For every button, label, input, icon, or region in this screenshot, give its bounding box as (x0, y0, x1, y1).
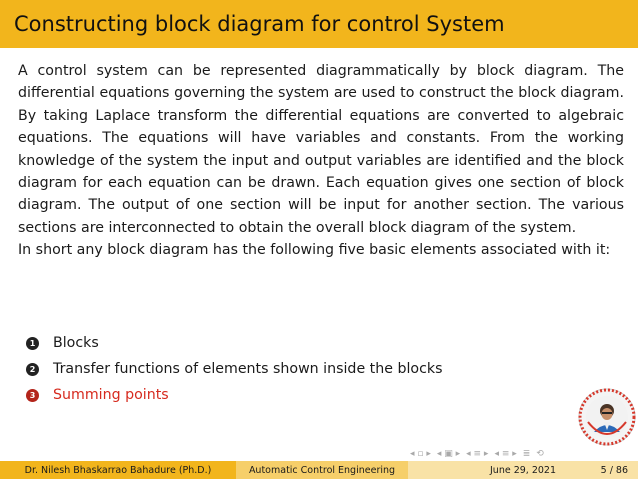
footer-author-section (0, 461, 236, 479)
list-number-badge: 1 (26, 337, 39, 350)
footer-author: Dr. Nilesh Bhaskarrao Bahadure (Ph.D.) (24, 464, 212, 476)
footer-page-number: 5 / 86 (600, 464, 628, 476)
body-paragraph-1: A control system can be represented diagrammatically by block diagram. The differential equations governing the system are used to construct the block diagram. By taking Laplace transform the differential equations are converted to algebraic equations. The equations will have variables and constants. From the working knowledge of the system the input and output variables are identified and the block diagram for each equation can be drawn. Each equation gives one section of block diagram. The output of one section will be input for another section. The various sections are interconnected to obtain the overall block diagram of the system. (18, 63, 624, 236)
institute-seal-icon (578, 388, 636, 446)
list-item-current (26, 382, 443, 408)
nav-search-icon[interactable]: ⟲ (536, 449, 544, 459)
list-item-text: Transfer functions of elements shown inside the blocks (53, 361, 443, 377)
list-number-badge: 3 (26, 389, 39, 402)
nav-frame-icon[interactable]: ◂ ▫ ▸ (410, 449, 431, 459)
nav-subsection-icon[interactable]: ◂ ▣ ▸ (436, 449, 461, 459)
list-item-text: Blocks (53, 335, 99, 351)
nav-section-icon[interactable]: ◂ ≡ ▸ (466, 449, 489, 459)
footer-course: Automatic Control Engineering (248, 464, 396, 476)
footer-date: June 29, 2021 (490, 464, 557, 476)
list-item (26, 356, 443, 382)
beamer-navigation-controls[interactable] (410, 447, 544, 461)
nav-toc-icon[interactable]: ≣ (522, 449, 531, 459)
slide-body (18, 60, 624, 262)
title-bar (0, 0, 638, 48)
footer-course-section (236, 461, 408, 479)
footer-bar (0, 461, 638, 479)
footer-date-section (408, 461, 638, 479)
body-paragraph-2: In short any block diagram has the following five basic elements associated with it: (18, 242, 611, 259)
slide-title: Constructing block diagram for control System (14, 12, 505, 36)
enumerated-list (26, 330, 443, 408)
list-item-text: Summing points (53, 387, 169, 403)
list-item (26, 330, 443, 356)
nav-document-icon[interactable]: ◂ ≡ ▸ (494, 449, 517, 459)
list-number-badge: 2 (26, 363, 39, 376)
